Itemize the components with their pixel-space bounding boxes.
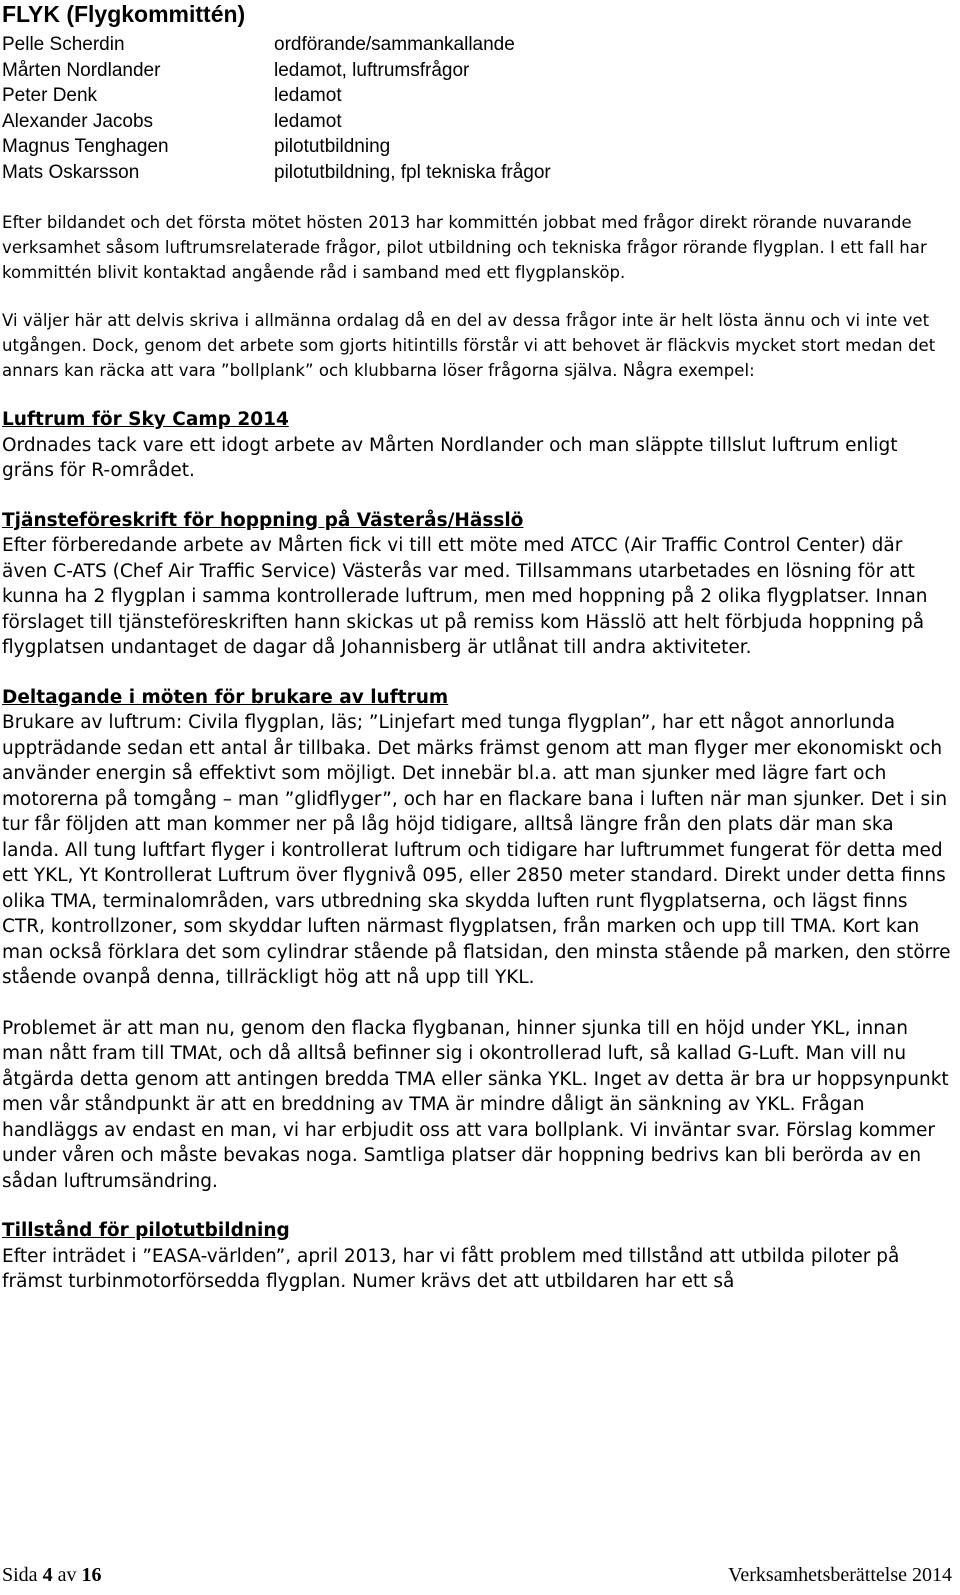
section-luftrum	[2, 407, 952, 484]
section-heading: Luftrum för Sky Camp 2014	[2, 409, 289, 430]
member-role: ledamot, luftrumsfrågor	[274, 59, 470, 81]
member-role: pilotutbildning, fpl tekniska frågor	[274, 161, 551, 183]
section-pilotutbildning	[2, 1218, 952, 1295]
section-brukare	[2, 685, 952, 1195]
page-total: 16	[81, 1564, 102, 1586]
document-title: FLYK (Flygkommittén)	[2, 1, 246, 27]
section-paragraph: Brukare av luftrum: Civila flygplan, läs; ”Linjefart med tunga flygplan”, har ett något annorlunda uppträdande sedan ett antal år tillbaka. Det märks främst genom att man flyger mer ekonomiskt och använder energin så effektivt som möjligt. Det innebär bl.a. att man sjunker med lägre fart och motorerna på tomgång – man ”glidflyger”, och har en flackare bana i luften när man sjunker. Det i sin tur får följden att man kommer ner på låg höjd tidigare, alltså längre från den plats där man ska landa. All tung luftfart flyger i kontrollerat luftrum och tidigare har luftrummet fungerat för detta med ett YKL, Yt Kontrollerat Luftrum över flygnivå 095, eller 2850 meter standard. Direkt under detta finns olika TMA, terminalområden, vars utbredning ska skydda luften runt flygplatserna, och lägst finns CTR, kontrollzoner, som skyddar luften närmast flygplatsen, från marken och upp till TMA. Kort kan man också förklara det som cylindrar stående på flatsidan, den minsta stående på marken, den större stående ovanpå denna, tillräckligt hög att nå upp till YKL.	[2, 712, 951, 988]
member-row	[2, 83, 952, 109]
member-row	[2, 109, 952, 135]
member-role: ordförande/sammankallande	[274, 34, 515, 55]
section-heading: Deltagande i möten för brukare av luftrum	[2, 686, 449, 708]
member-name: Alexander Jacobs	[2, 110, 154, 132]
page-number	[2, 1562, 101, 1588]
section-paragraph: Efter inträdet i ”EASA-världen”, april 2013, har vi fått problem med tillstånd att utbilda piloter på främst turbinmotorförsedda flygplan. Numer krävs det att utbildaren har ett så	[2, 1245, 900, 1292]
document-name: Verksamhetsberättelse 2014	[728, 1564, 952, 1586]
member-name: Mats Oskarsson	[2, 161, 140, 183]
member-row	[2, 58, 952, 84]
member-name: Magnus Tenghagen	[2, 136, 169, 157]
member-name: Peter Denk	[2, 85, 98, 106]
section-heading: Tjänsteföreskrift för hoppning på Västerås/Hässlö	[2, 509, 524, 531]
section-paragraph: Efter förberedande arbete av Mårten fick vi till ett möte med ATCC (Air Traffic Control Center) där även C-ATS (Chef Air Traffic Service) Västerås var med. Tillsammans utarbetades en lösning för att kunna ha 2 flygplan i samma kontrollerade luftrum, men med hoppning på 2 olika flygplatser. Innan förslaget till tjänsteföreskriften hann skickas ut på remiss kom Hässlö att helt förbjuda hoppning på flygplatsen undantaget de dagar då Johannisberg är utlånat till andra aktiviteter.	[2, 535, 928, 658]
member-row	[2, 32, 952, 58]
member-row	[2, 134, 952, 160]
section-heading: Tillstånd för pilotutbildning	[2, 1220, 290, 1241]
intro-paragraph: Vi väljer här att delvis skriva i allmänna ordalag då en del av dessa frågor inte är helt lösta ännu och vi inte vet utgången. Dock, genom det arbete som gjorts hitintills förstår vi att behovet är fläckvis mycket stort medan det annars kan räcka att vara ”bollplank” och klubbarna löser frågorna själva. Några exempel:	[2, 311, 936, 380]
document-body	[2, 0, 952, 1295]
page-current: 4	[42, 1564, 53, 1586]
member-name: Pelle Scherdin	[2, 34, 125, 55]
member-role: ledamot	[274, 110, 342, 132]
page-separator: av	[57, 1564, 77, 1586]
member-role: pilotutbildning	[274, 136, 391, 157]
member-row	[2, 160, 952, 186]
intro-paragraph: Efter bildandet och det första mötet hösten 2013 har kommittén jobbat med frågor direkt rörande nuvarande verksamhet såsom luftrumsrelaterade frågor, pilot utbildning och tekniska frågor rörande flygplan. I ett fall har kommittén blivit kontaktad angående råd i samband med ett flygplansköp.	[2, 213, 927, 282]
page-prefix: Sida	[2, 1564, 38, 1586]
section-paragraph: Ordnades tack vare ett idogt arbete av Mårten Nordlander och man släppte tillslut luftrum enligt gräns för R-området.	[2, 434, 898, 481]
member-list	[2, 32, 952, 185]
page-footer	[2, 1562, 952, 1588]
member-name: Mårten Nordlander	[2, 59, 161, 81]
section-tjanstforeskrift	[2, 508, 952, 661]
member-role: ledamot	[274, 85, 342, 106]
section-paragraph: Problemet är att man nu, genom den flacka flygbanan, hinner sjunka till en höjd under YKL, innan man nått fram till TMAt, och då alltså befinner sig i okontrollerad luft, så kallad G-Luft. Man vill nu åtgärda detta genom att antingen bredda TMA eller sänka YKL. Inget av detta är bra ur hoppsynpunkt men vår ståndpunkt är att en breddning av TMA är mindre dåligt än sänkning av YKL. Frågan handläggs av endast en man, vi har erbjudit oss att vara bollplank. Vi inväntar svar. Förslag kommer under våren och måste bevakas noga. Samtliga platser där hoppning bedrivs kan bli berörda av en sådan luftrumsändring.	[2, 1017, 949, 1192]
